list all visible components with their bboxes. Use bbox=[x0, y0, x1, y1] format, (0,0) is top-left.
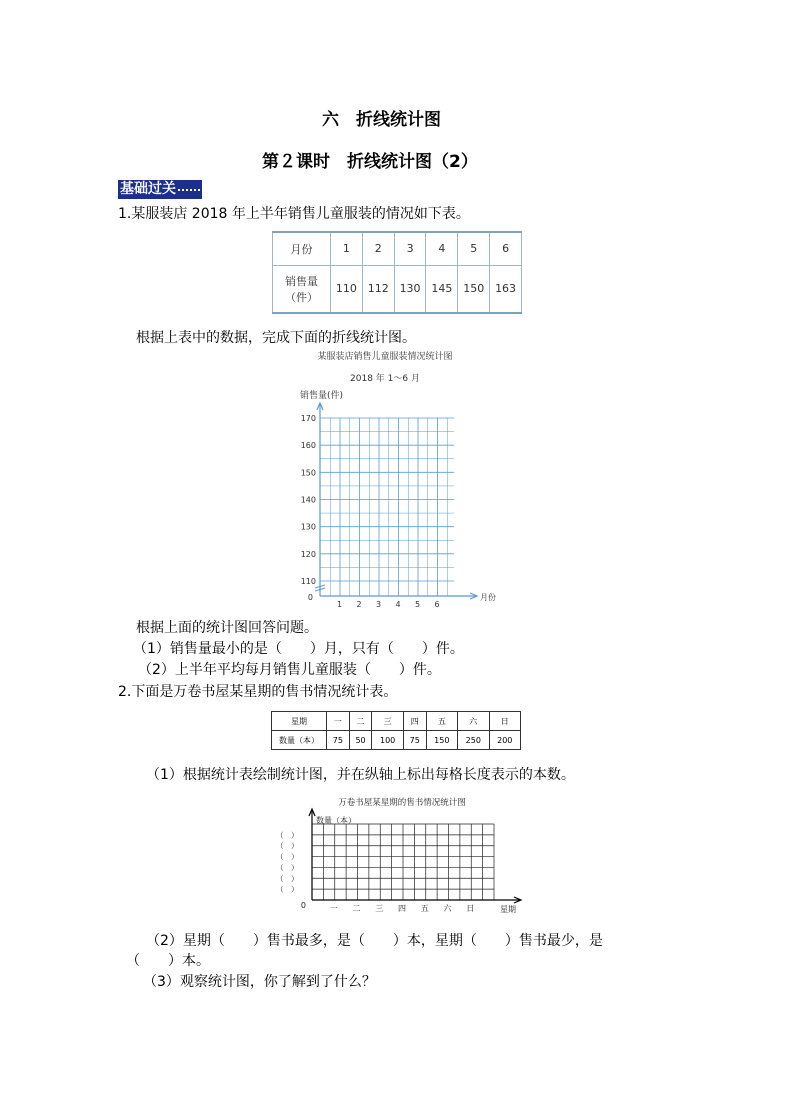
q2-chart-y-tick-blank: （ ） bbox=[276, 874, 299, 884]
section-tag-label: 基础过关 bbox=[120, 181, 176, 197]
q2-chart-x-ticks bbox=[330, 903, 475, 913]
q2-table-cell: 75 bbox=[327, 731, 350, 750]
q1-chart-xlabel: 月份 bbox=[480, 593, 496, 602]
q2-intro: 2.下面是万卷书屋某星期的售书情况统计表。 bbox=[118, 684, 398, 700]
q1-chart bbox=[280, 348, 510, 610]
q1-table-cell: 6 bbox=[490, 232, 522, 265]
q2-chart-y-tick-blank: （ ） bbox=[276, 841, 299, 851]
q1-table-header-line2: （件） bbox=[285, 290, 318, 304]
q2-chart-x-tick-label: 一 bbox=[329, 904, 338, 913]
q2-table bbox=[271, 711, 521, 750]
q2-table-cell: 二 bbox=[349, 712, 372, 731]
q1-table-cell: 145 bbox=[426, 265, 458, 313]
q1-chart-grid bbox=[315, 403, 477, 599]
lesson-title: 第２课时 折线统计图（2） bbox=[262, 152, 478, 172]
q1-chart-subtitle: 2018 年 1～6 月 bbox=[350, 374, 420, 384]
q1-sub1: （1）销售量最小的是（ ）月，只有（ ）件。 bbox=[133, 641, 464, 657]
q1-table-cell: 1 bbox=[331, 232, 363, 265]
q2-table-cell: 一 bbox=[327, 712, 350, 731]
q2-table-cell: 五 bbox=[426, 712, 457, 731]
q2-table-header: 数量（本） bbox=[272, 731, 327, 750]
q2-chart-y-tick-blank: （ ） bbox=[276, 863, 299, 873]
q1-table-cell: 3 bbox=[394, 232, 426, 265]
q1-table-cell: 163 bbox=[490, 265, 522, 313]
q1-table-row-month bbox=[273, 232, 522, 265]
q1-table-cell: 110 bbox=[331, 265, 363, 313]
q1-table-header-line1: 销售量 bbox=[285, 274, 318, 288]
q1-chart-x-tick-label: 2 bbox=[356, 600, 362, 609]
q2-chart-x-tick-label: 四 bbox=[398, 904, 406, 913]
q2-chart-x-tick-label: 二 bbox=[352, 904, 361, 913]
q2-chart-x-tick-label: 三 bbox=[375, 904, 384, 913]
q1-followup: 根据上面的统计图回答问题。 bbox=[136, 620, 318, 636]
q1-intro: 1.某服装店 2018 年上半年销售儿童服装的情况如下表。 bbox=[118, 206, 470, 222]
q1-table-cell: 5 bbox=[458, 232, 490, 265]
q2-chart-y-tick-blank: （ ） bbox=[276, 852, 299, 862]
q2-sub2-line2: （ ）本。 bbox=[126, 953, 210, 969]
chapter-title: 六 折线统计图 bbox=[322, 110, 441, 130]
q2-table-cell: 75 bbox=[403, 731, 426, 750]
tag-dots bbox=[178, 189, 200, 191]
q1-chart-y-tick-label: 130 bbox=[300, 522, 316, 532]
q1-chart-title: 某服装店销售儿童服装情况统计图 bbox=[317, 352, 453, 362]
q2-table-cell: 50 bbox=[349, 731, 372, 750]
q1-table-row-sales bbox=[273, 265, 522, 313]
q1-table-cell: 112 bbox=[362, 265, 394, 313]
q2-table-cell: 四 bbox=[403, 712, 426, 731]
q1-table-cell: 150 bbox=[458, 265, 490, 313]
q2-chart-title: 万卷书屋某星期的售书情况统计图 bbox=[338, 798, 466, 808]
q2-table-cell: 六 bbox=[458, 712, 489, 731]
q1-chart-y-tick-label: 140 bbox=[300, 495, 316, 505]
q1-table-cell: 2 bbox=[362, 232, 394, 265]
q2-chart-origin: 0 bbox=[300, 901, 306, 910]
q1-chart-x-tick-label: 1 bbox=[336, 600, 343, 609]
q1-chart-x-tick-label: 3 bbox=[375, 600, 382, 609]
q2-table-header: 星期 bbox=[272, 712, 327, 731]
q1-chart-x-tick-label: 5 bbox=[414, 600, 421, 609]
q2-chart-ylabel: 数量（本） bbox=[316, 816, 356, 825]
q1-chart-y-ticks bbox=[301, 414, 316, 586]
q1-table-header bbox=[273, 265, 331, 313]
q2-table-cell: 100 bbox=[372, 731, 403, 750]
q2-chart bbox=[274, 792, 530, 918]
q1-table bbox=[272, 231, 522, 314]
q1-table-cell: 4 bbox=[426, 232, 458, 265]
section-tag bbox=[118, 180, 202, 199]
q2-sub2-line1: （2）星期（ ）售书最多，是（ ）本，星期（ ）售书最少，是 bbox=[146, 933, 603, 949]
q2-sub3: （3）观察统计图，你了解到了什么？ bbox=[143, 974, 376, 990]
q2-table-cell: 日 bbox=[489, 712, 520, 731]
q1-chart-y-tick-label: 110 bbox=[300, 577, 316, 586]
q2-chart-y-tick-blank: （ ） bbox=[276, 830, 299, 840]
q2-sub1: （1）根据统计表绘制统计图，并在纵轴上标出每格长度表示的本数。 bbox=[146, 767, 575, 783]
q1-chart-y-tick-label: 150 bbox=[300, 468, 316, 478]
q2-chart-x-tick-label: 五 bbox=[420, 904, 429, 913]
q1-chart-x-tick-label: 6 bbox=[434, 600, 440, 609]
q2-chart-x-tick-label: 六 bbox=[443, 904, 452, 913]
q2-chart-y-ticks bbox=[276, 831, 299, 894]
q2-table-row-count bbox=[272, 731, 521, 750]
q2-table-cell: 250 bbox=[458, 731, 489, 750]
q2-table-row-day bbox=[272, 712, 521, 731]
q2-chart-x-tick-label: 日 bbox=[466, 904, 475, 913]
q1-chart-x-tick-label: 4 bbox=[395, 600, 401, 609]
q1-instruction: 根据上表中的数据，完成下面的折线统计图。 bbox=[136, 330, 416, 346]
q1-table-cell: 130 bbox=[394, 265, 426, 313]
q1-table-header: 月份 bbox=[273, 232, 331, 265]
q1-sub2: （2）上半年平均每月销售儿童服装（ ）件。 bbox=[138, 662, 441, 678]
q2-chart-xlabel: 星期 bbox=[500, 905, 516, 914]
q2-table-cell: 200 bbox=[489, 731, 520, 750]
q1-chart-origin: 0 bbox=[307, 593, 313, 602]
q1-chart-x-ticks bbox=[337, 600, 440, 609]
q1-chart-ylabel: 销售量(件) bbox=[300, 391, 344, 401]
q2-table-cell: 三 bbox=[372, 712, 403, 731]
q2-chart-y-tick-blank: （ ） bbox=[276, 885, 299, 895]
q1-chart-y-tick-label: 120 bbox=[300, 549, 316, 559]
q1-chart-y-tick-label: 170 bbox=[300, 414, 316, 423]
q2-table-cell: 150 bbox=[426, 731, 457, 750]
q1-chart-y-tick-label: 160 bbox=[300, 441, 316, 451]
